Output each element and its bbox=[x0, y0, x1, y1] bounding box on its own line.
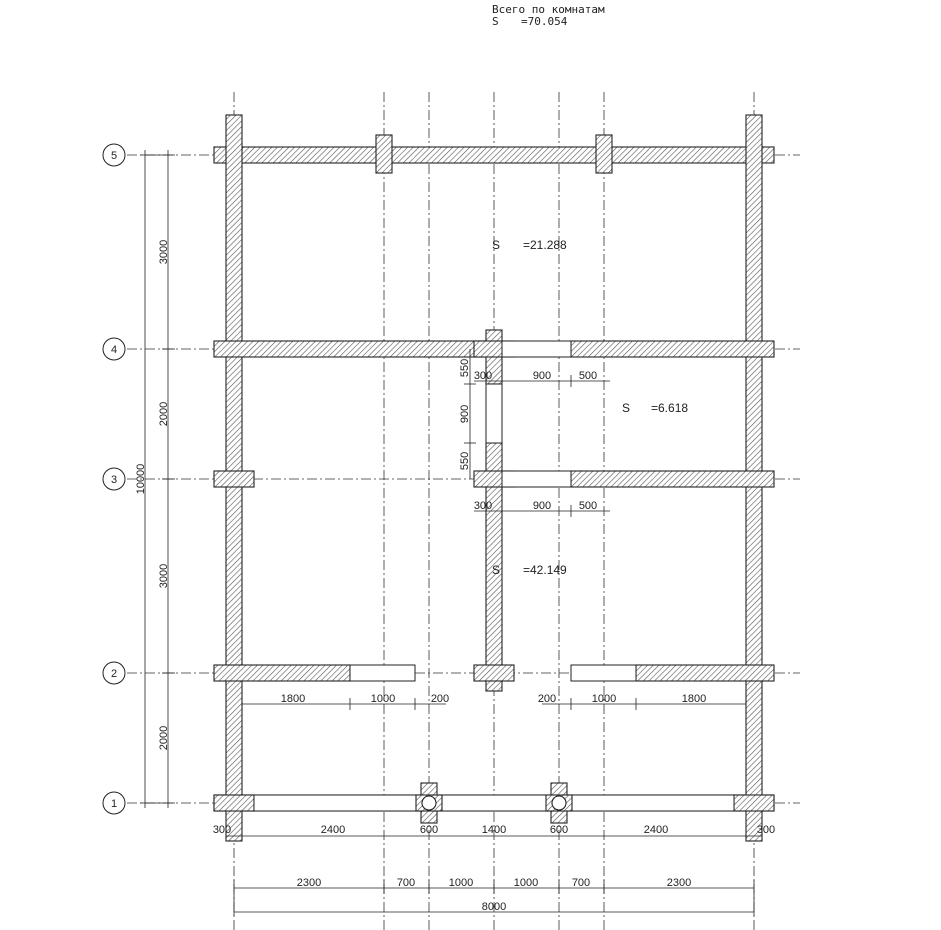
dim-left-2000-upper: 2000 bbox=[158, 401, 170, 427]
dim-left-3000-lower: 3000 bbox=[158, 563, 170, 589]
wall-axis3-left-stub bbox=[214, 471, 254, 487]
room-1-s: S bbox=[492, 238, 501, 252]
dim-r2-1800-left: 1800 bbox=[280, 693, 306, 705]
dim-left-total: 10000 bbox=[135, 463, 147, 495]
dim-up-900: 900 bbox=[532, 370, 552, 382]
wall-corner-bl bbox=[214, 795, 254, 811]
wall-axis4-left bbox=[214, 341, 486, 357]
dim-left-2000-bottom: 2000 bbox=[158, 725, 170, 751]
dim-low-500: 500 bbox=[578, 500, 598, 512]
total-area-s-label: S bbox=[492, 15, 499, 28]
room-2-s: S bbox=[622, 401, 631, 415]
dim-r2-1000-right: 1000 bbox=[591, 693, 617, 705]
wall-axis2-right bbox=[636, 665, 774, 681]
dim-left-3000-top: 3000 bbox=[158, 239, 170, 265]
wall-cross-top-right bbox=[596, 135, 612, 173]
axis-markers bbox=[103, 144, 125, 814]
dim-b1-2400-right: 2400 bbox=[643, 824, 669, 836]
dim-low-900: 900 bbox=[532, 500, 552, 512]
opening-axis4-right bbox=[502, 341, 571, 357]
dim-b2-700-right: 700 bbox=[571, 877, 591, 889]
dim-vert-900: 900 bbox=[459, 404, 471, 424]
dim-b1-1400: 1400 bbox=[481, 824, 507, 836]
dim-r2-1800-right: 1800 bbox=[681, 693, 707, 705]
dim-b2-2300-left: 2300 bbox=[296, 877, 322, 889]
dim-r2-200-right: 200 bbox=[537, 693, 557, 705]
dim-r2-200-left: 200 bbox=[430, 693, 450, 705]
room-3-s: S bbox=[492, 563, 501, 577]
wall-corner-br bbox=[734, 795, 774, 811]
opening-bottom-left bbox=[254, 795, 421, 811]
dim-b2-700-left: 700 bbox=[396, 877, 416, 889]
axis-label-5: 5 bbox=[110, 150, 118, 162]
dim-vert-550-bottom: 550 bbox=[459, 451, 471, 471]
round-post-left bbox=[422, 796, 436, 810]
dim-b2-1000-left: 1000 bbox=[448, 877, 474, 889]
axis-label-2: 2 bbox=[110, 668, 118, 680]
wall-joint-axis2 bbox=[474, 665, 514, 681]
room-areas bbox=[492, 238, 688, 577]
total-area-title: Всего по комнатам bbox=[492, 3, 605, 16]
dim-vert-550-top: 550 bbox=[459, 358, 471, 378]
dim-b1-300-left: 300 bbox=[212, 824, 232, 836]
wall-axis4-right bbox=[571, 341, 774, 357]
axis-label-3: 3 bbox=[110, 474, 118, 486]
wall-cross-top-left bbox=[376, 135, 392, 173]
dim-b2-1000-right: 1000 bbox=[513, 877, 539, 889]
dim-low-300: 300 bbox=[473, 500, 493, 512]
dim-b1-2400-left: 2400 bbox=[320, 824, 346, 836]
dim-b2-2300-right: 2300 bbox=[666, 877, 692, 889]
opening-axis2-left bbox=[350, 665, 415, 681]
opening-axis3-right bbox=[502, 471, 571, 487]
axis-label-4: 4 bbox=[110, 344, 118, 356]
round-post-right bbox=[552, 796, 566, 810]
room-2-area: =6.618 bbox=[651, 401, 689, 415]
wall-axis3-right bbox=[571, 471, 774, 487]
dim-r2-1000-left: 1000 bbox=[370, 693, 396, 705]
dim-b1-600-right: 600 bbox=[549, 824, 569, 836]
dim-b1-600-left: 600 bbox=[419, 824, 439, 836]
dim-up-300: 300 bbox=[473, 370, 493, 382]
opening-center-vertical bbox=[486, 384, 502, 443]
room-1-area: =21.288 bbox=[523, 238, 567, 252]
opening-bottom-right bbox=[567, 795, 734, 811]
axis-label-1: 1 bbox=[110, 798, 118, 810]
opening-axis2-right bbox=[571, 665, 636, 681]
dim-up-500: 500 bbox=[578, 370, 598, 382]
room-3-area: =42.149 bbox=[523, 563, 567, 577]
dim-bottom-total: 8000 bbox=[481, 901, 507, 913]
wall-top bbox=[214, 147, 774, 163]
opening-bottom-center bbox=[437, 795, 551, 811]
wall-axis2-left bbox=[214, 665, 350, 681]
dim-b1-300-right: 300 bbox=[756, 824, 776, 836]
total-area-value: =70.054 bbox=[521, 15, 568, 28]
left-dimension-texts bbox=[135, 240, 170, 750]
